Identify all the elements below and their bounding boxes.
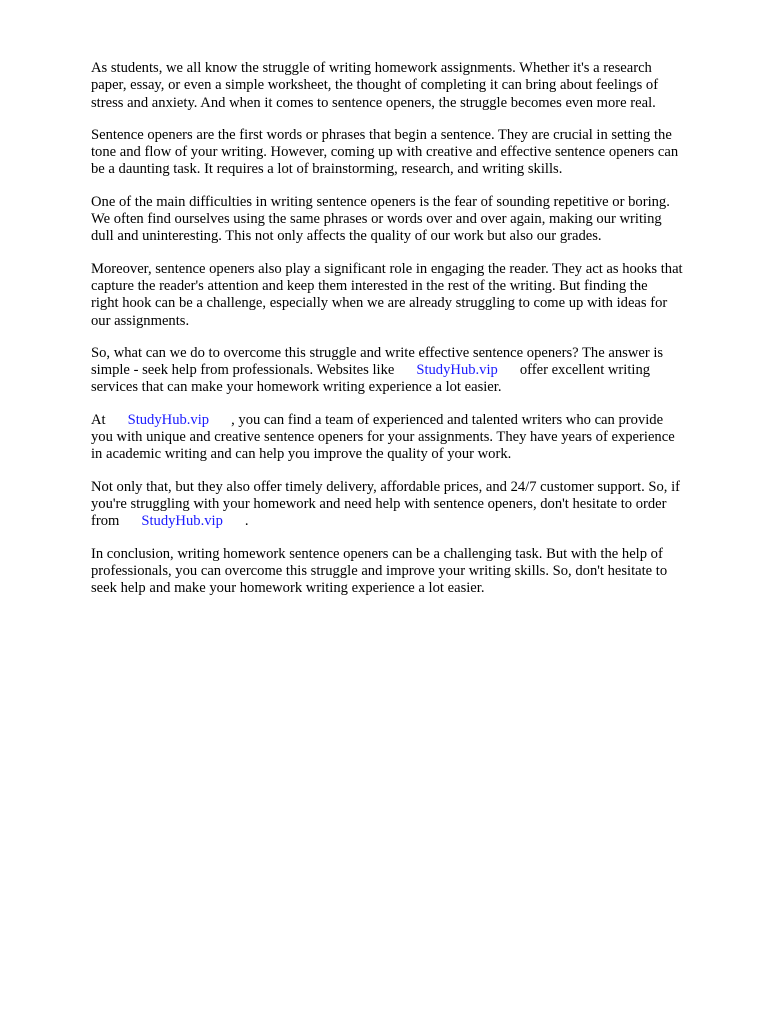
paragraph-benefits (91, 479, 731, 531)
paragraph-benefits-text-after: . (244, 513, 249, 530)
studyhub-link-3[interactable]: StudyHub.vip (141, 513, 223, 530)
paragraph-intro: As students, we all know the struggle of writing homework assignments. Whether it's a research paper, essay, or even a simple worksheet, the thought of completing it can bring about feelings of stress and anxiety. And when it comes to sentence openers, the struggle becomes even more real. (91, 60, 659, 111)
paragraph-difficulties: One of the main difficulties in writing sentence openers is the fear of sounding repetitive or boring. We often find ourselves using the same phrases or words over and over again, making our writing dull and uninteresting. This not only affects the quality of our work but also our grades. (91, 193, 670, 245)
paragraph-writers-text-after: , you can find a team of experienced and talented writers who can provide you with unique and creative sentence openers for your assignments. They have years of experience in academic writing and can help you improve the quality of your work. (91, 411, 675, 463)
paragraph-definition: Sentence openers are the first words or phrases that begin a sentence. They are crucial in setting the tone and flow of your writing. However, coming up with creative and effective sentence openers can be a daunting task. It requires a lot of brainstorming, research, and writing skills. (91, 126, 679, 178)
document-body (91, 60, 731, 612)
paragraph-conclusion: In conclusion, writing homework sentence openers can be a challenging task. But with the help of professionals, you can overcome this struggle and improve your writing skills. So, don't hesitate to seek help and make your homework writing experience a lot easier. (91, 545, 668, 597)
paragraph-benefits-text-before: Not only that, but they also offer timely delivery, affordable prices, and 24/7 customer support. So, if you're struggling with your homework and need help with sentence openers, don't hesitate to order from (91, 478, 681, 530)
paragraph-solution-text-after: offer excellent writing services that can make your homework writing experience a lot easier. (91, 362, 651, 396)
studyhub-link-2[interactable]: StudyHub.vip (127, 411, 210, 428)
paragraph-solution (91, 345, 731, 397)
paragraph-writers-text-before: At (91, 411, 106, 428)
paragraph-engaging-reader: Moreover, sentence openers also play a significant role in engaging the reader. They act as hooks that capture the reader's attention and keep them interested in the rest of the writing. But finding the right hook can be a challenge, especially when we are already struggling to come up with ideas for our assignments. (91, 260, 683, 329)
paragraph-writers (91, 412, 731, 464)
paragraph-solution-text-before: So, what can we do to overcome this struggle and write effective sentence openers? The answer is simple - seek help from professionals. Websites like (91, 344, 664, 379)
studyhub-link-1[interactable]: StudyHub.vip (416, 362, 498, 379)
